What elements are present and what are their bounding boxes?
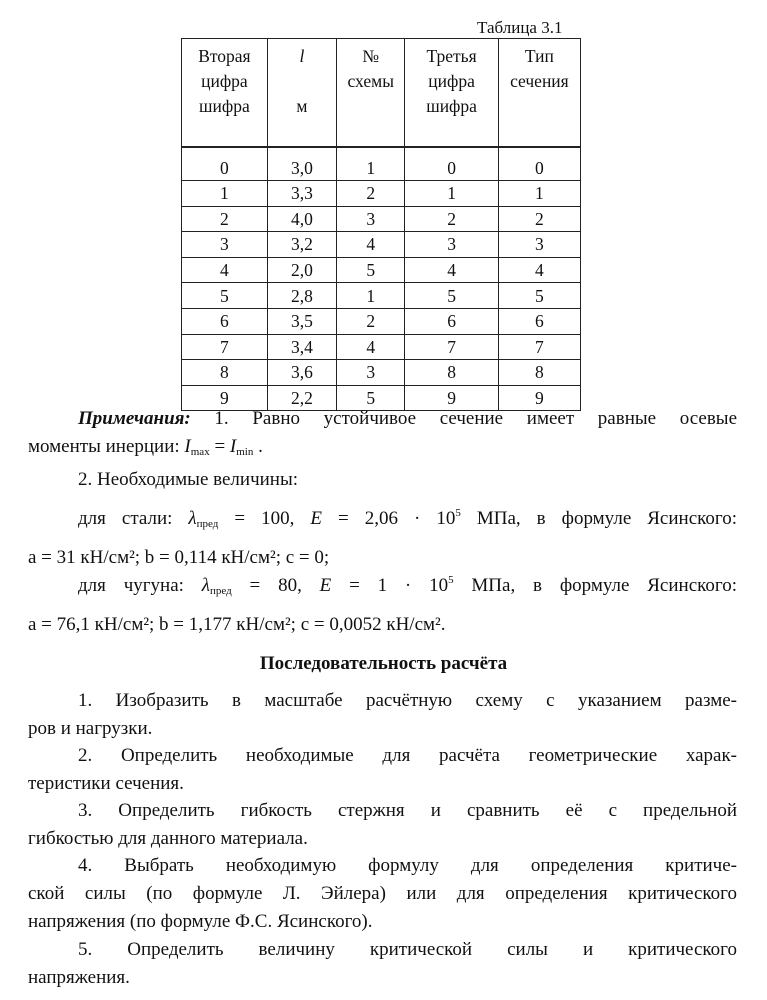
notes-label: Примечания: [78,408,191,429]
table-row: 2 4,0 3 2 2 [182,206,581,232]
note-2: 2. Необходимые величины: [78,469,299,490]
header-length: l м [267,39,336,148]
step-3: 3. Определить гибкость стержня и сравнить её с предельной гибкостью для данного материала. [28,800,737,849]
header-second-digit: Вторая цифра шифра [182,39,268,148]
table-row: 0 3,0 1 0 0 [182,147,581,181]
table-row: 5 2,8 1 5 5 [182,283,581,309]
note-1: Примечания: 1. Равно устойчивое сечение имеет равные осевые моменты инерции: $I_{max} = I_{min}$ . [28,408,737,458]
step-5: 5. Определить величину критической силы и критического напряжения. [28,939,737,988]
table-row: 8 3,6 3 8 8 [182,360,581,386]
table-header-row [182,39,581,148]
table-caption: Таблица 3.1 [477,18,563,37]
table-row: 1 3,3 2 1 1 [182,181,581,207]
table-row: 6 3,5 2 6 6 [182,308,581,334]
header-scheme: № схемы [337,39,405,148]
data-table [181,38,581,411]
section-heading: Последовательность расчёта [259,653,508,674]
table-row: 4 2,0 5 4 4 [182,257,581,283]
step-2: 2. Определить необходимые для расчёта геометрические харак- теристики сечения. [28,745,737,794]
table-row: 7 3,4 4 7 7 [182,334,581,360]
note-iron: для чугуна: $\lambda_{пред} = 80$, $E = 1 \cdot 10^5$ МПа, в формуле Ясинского: a = 76,1 кН/см²; b = 1,177 кН/см²; c = 0,0052 кН/см². [28,574,738,635]
step-1: 1. Изобразить в масштабе расчётную схему с указанием разме- ров и нагрузки. [28,690,737,739]
header-section-type: Тип сечения [498,39,580,148]
table-row: 3 3,2 4 3 3 [182,232,581,258]
step-4: 4. Выбрать необходимую формулу для определения критиче- ской силы (по формуле Л. Эйлера) или для определения критического напряжения (по формуле Ф.С. Ясинского). [28,855,737,932]
header-third-digit: Третья цифра шифра [405,39,498,148]
note-steel: для стали: $\lambda_{пред} = 100$, $E = 2,06 \cdot 10^5$ МПа, в формуле Ясинского: a = 31 кН/см²; b = 0,114 кН/см²; c = 0; [28,507,738,568]
table-row: 9 2,2 5 9 9 [182,385,581,411]
